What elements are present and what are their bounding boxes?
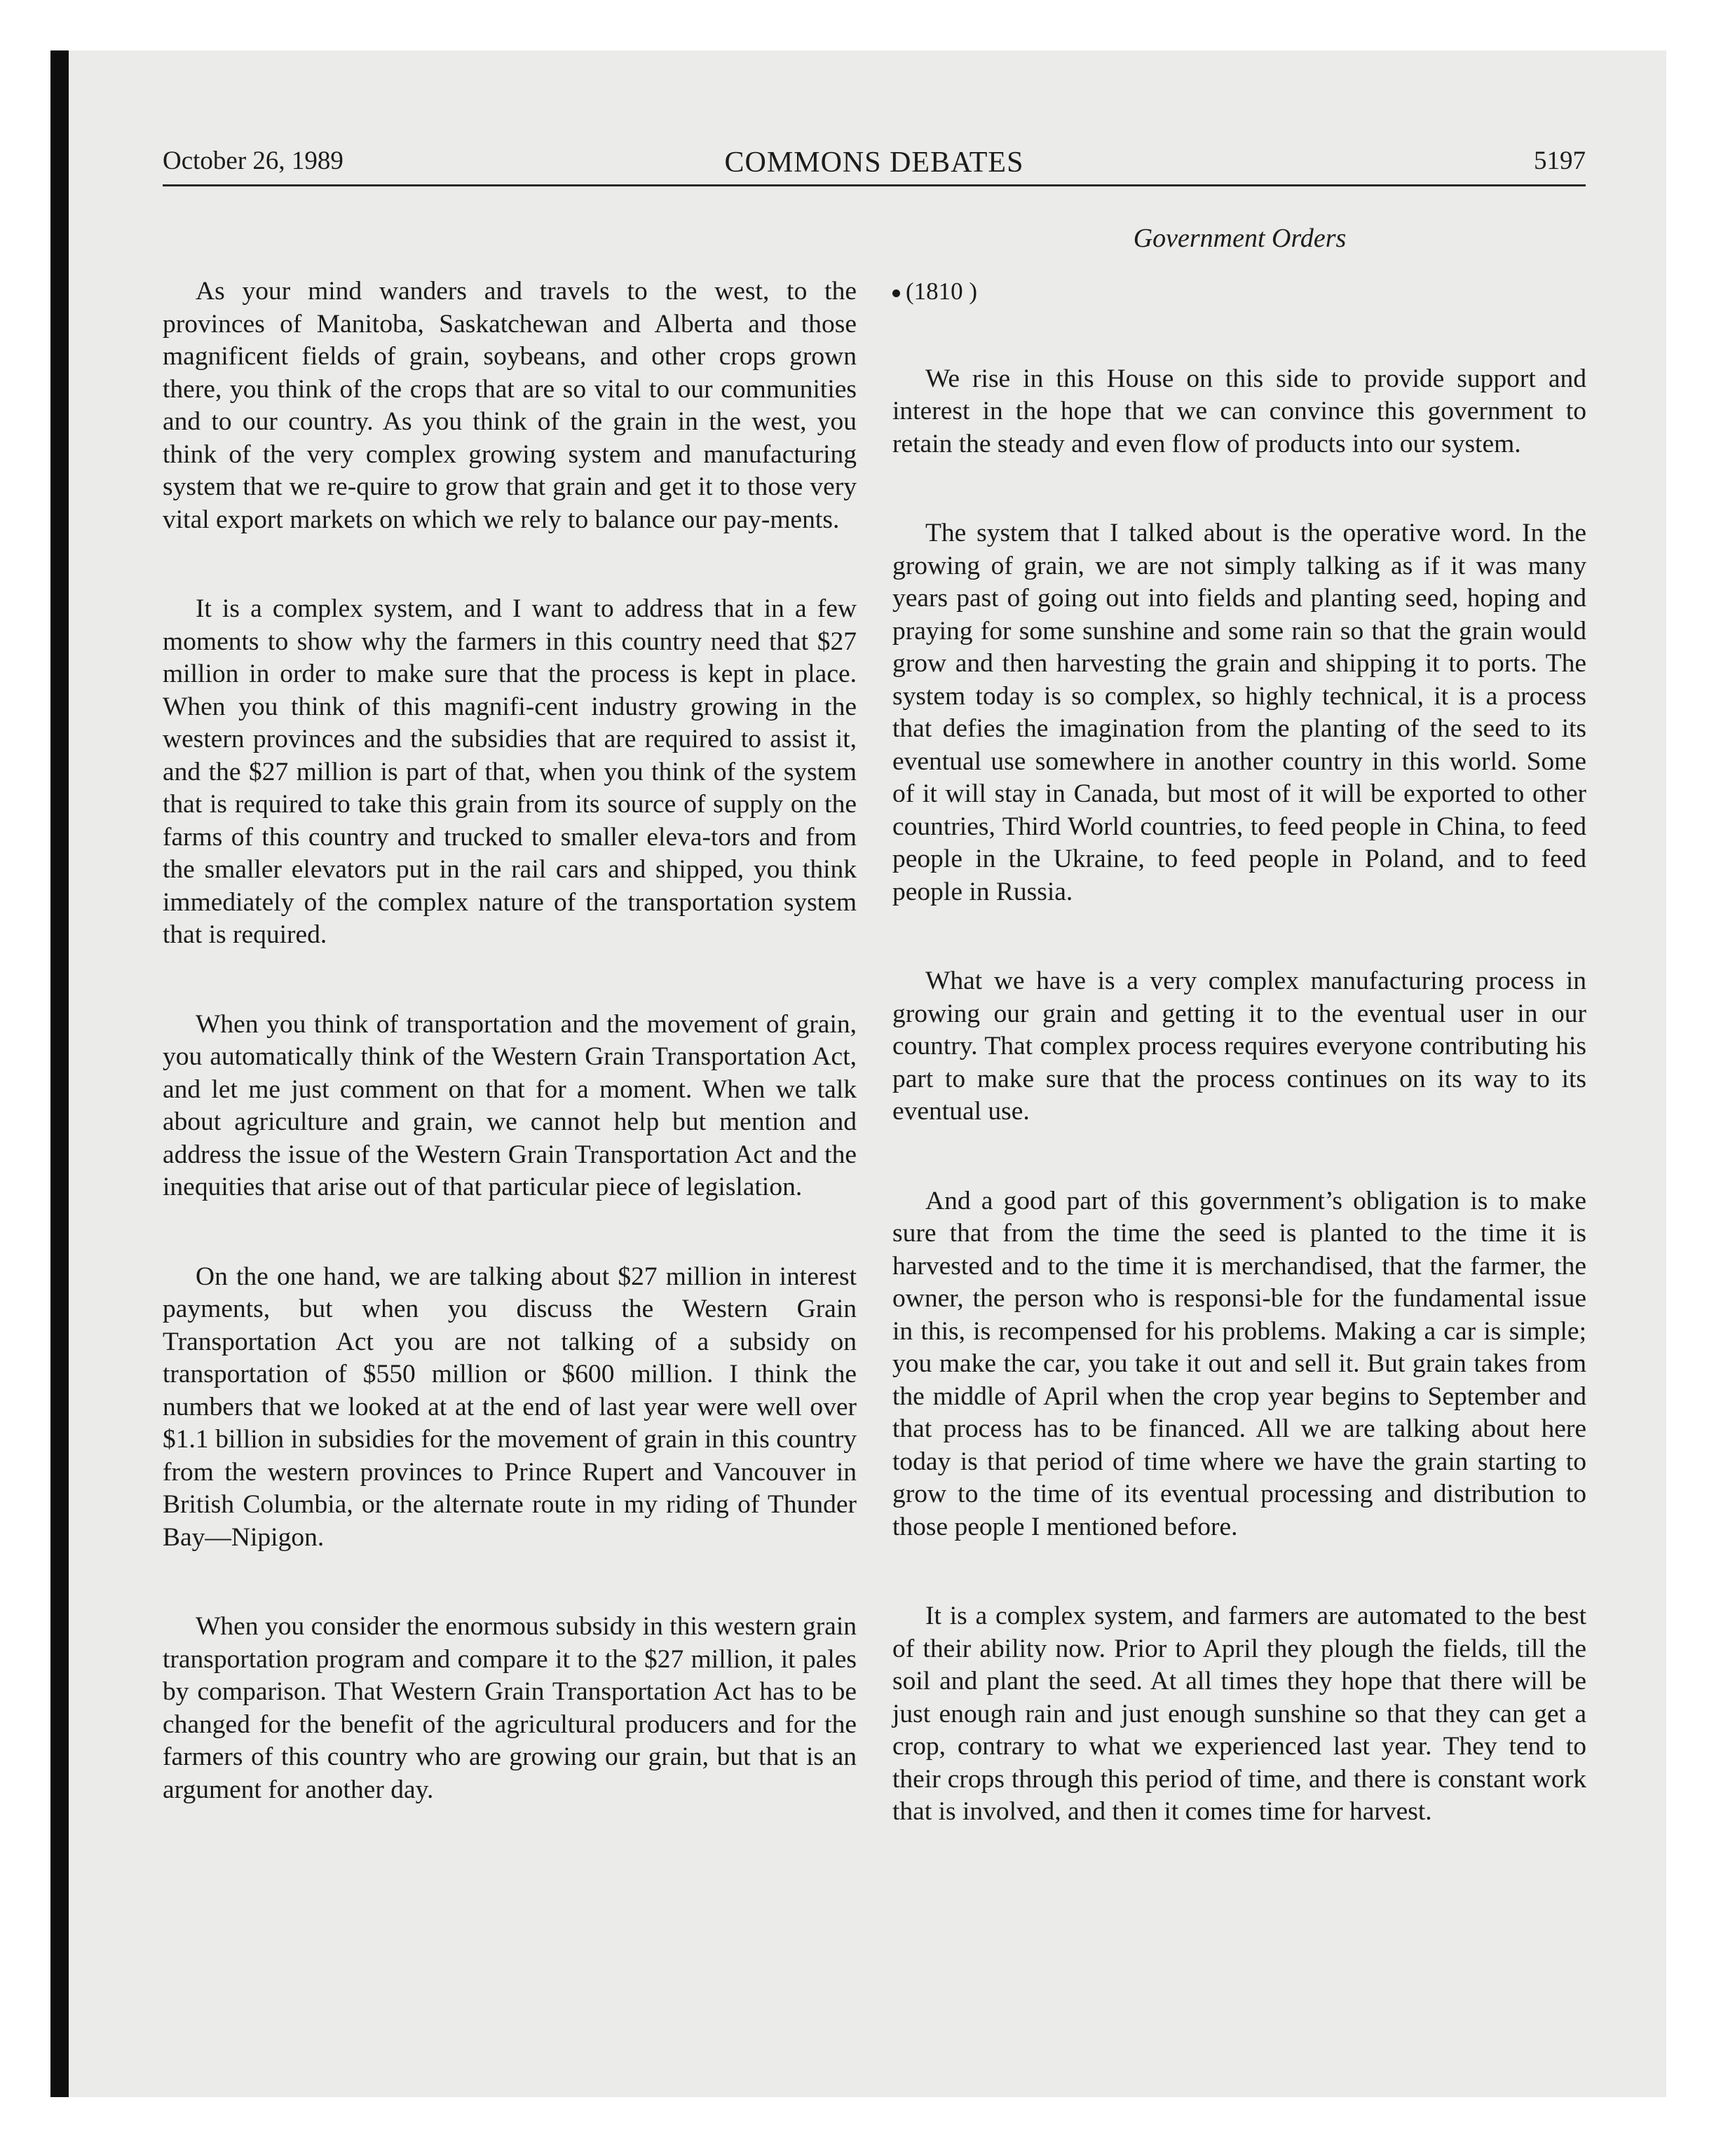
paragraph: When you consider the enormous subsidy in this western grain transportation program and compare it to the $27 million, it pales by comparison. That Western Grain Transportation Act has to be changed for the benefit of the agricultural producers and for the farmers of this country who are growing our grain, but that is an argument for another day.	[163, 1612, 857, 1804]
header-page-number: 5197	[1534, 146, 1586, 175]
paragraph: As your mind wanders and travels to the west, to the provinces of Manitoba, Saskatchewan and Alberta and those magnificent fields of grain, soybeans, and other crops grown there, you think of the crops that are so vital to our communities and to our country. As you think of the grain in the west, you think of the very complex growing system and manufacturing system that we re-quire to grow that grain and get it to those very vital export markets on which we rely to balance our pay-ments.	[163, 277, 857, 534]
header-date: October 26, 1989	[163, 146, 343, 175]
paragraph: The system that I talked about is the operative word. In the growing of grain, we are not simply talking as if it was many years past of going out into fields and planting seed, hoping and praying for some sunshine and some rain so that the grain would grow and then harvesting the grain and shipping it to ports. The system today is so complex, so highly technical, it is a process that defies the imagination from the planting of the seed to its eventual use somewhere in another country in this world. Some of it will stay in Canada, but most of it will be exported to other countries, Third World countries, to feed people in China, to feed people in the Ukraine, to feed people in Poland, and to feed people in Russia.	[892, 519, 1586, 906]
paragraph: What we have is a very complex manufacturing process in growing our grain and getting it to the eventual user in our country. That complex process requires everyone contributing his part to make sure that the process continues on its way to its eventual use.	[892, 967, 1586, 1126]
paragraph: It is a complex system, and I want to address that in a few moments to show why the farmers in this country need that $27 million in order to make sure that the process is kept in place. When you think of this magnifi-cent industry growing in the western provinces and the subsidies that are required to assist it, and the $27 million is part of that, when you think of the system that is required to take this grain from its source of supply on the farms of this country and trucked to smaller eleva-tors and from the smaller elevators put in the rail cars and shipped, you think immediately of the complex nature of the transportation system that is required.	[163, 594, 857, 949]
section-label: Government Orders	[1133, 224, 1347, 253]
left-column	[163, 275, 857, 1863]
paragraph: We rise in this House on this side to provide support and interest in the hope that we can convince this government to retain the steady and even flow of products into our system.	[892, 364, 1586, 458]
header-title: COMMONS DEBATES	[724, 146, 1024, 179]
bullet-icon	[892, 289, 900, 297]
paragraph: When you think of transportation and the movement of grain, you automatically think of the Western Grain Transportation Act, and let me just comment on that for a moment. When we talk about agriculture and grain, we cannot help but mention and address the issue of the Western Grain Transportation Act and the inequities that arise out of that particular piece of legislation.	[163, 1009, 857, 1201]
right-column	[892, 275, 1586, 1885]
timestamp-text: (1810 )	[906, 278, 978, 305]
paragraph: And a good part of this government’s obligation is to make sure that from the time the seed is planted to the time it is harvested and to the time it is merchandised, that the farmer, the owner, the person who is responsi-ble for the fundamental issue in this, is recompensed for his problems. Making a car is simple; you make the car, you take it out and sell it. But grain takes from the middle of April when the crop year begins to September and that process has to be financed. All we are talking about here today is that period of time where we have the grain starting to grow to the time of its eventual processing and distribution to those people I mentioned before.	[892, 1186, 1586, 1541]
paragraph: It is a complex system, and farmers are automated to the best of their ability now. Prior to April they plough the fields, till the soil and plant the seed. At all times they hope that there will be just enough rain and just enough sunshine so that they can get a crop, contrary to what we experienced last year. They tend to their crops through this period of time, and there is constant work that is involved, and then it comes time for harvest.	[892, 1602, 1586, 1826]
paragraph: On the one hand, we are talking about $27 million in interest payments, but when you discuss the Western Grain Transportation Act you are not talking of a subsidy on transportation of $550 million or $600 million. I think the numbers that we looked at at the end of last year were well over $1.1 billion in subsidies for the movement of grain in this country from the western provinces to Prince Rupert and Vancouver in British Columbia, or the alternate route in my riding of Thunder Bay—Nipigon.	[163, 1262, 857, 1552]
page-header	[163, 140, 1586, 185]
timestamp-marker	[892, 275, 1586, 308]
scan-binding-edge	[50, 50, 69, 2097]
header-rule	[163, 184, 1586, 186]
